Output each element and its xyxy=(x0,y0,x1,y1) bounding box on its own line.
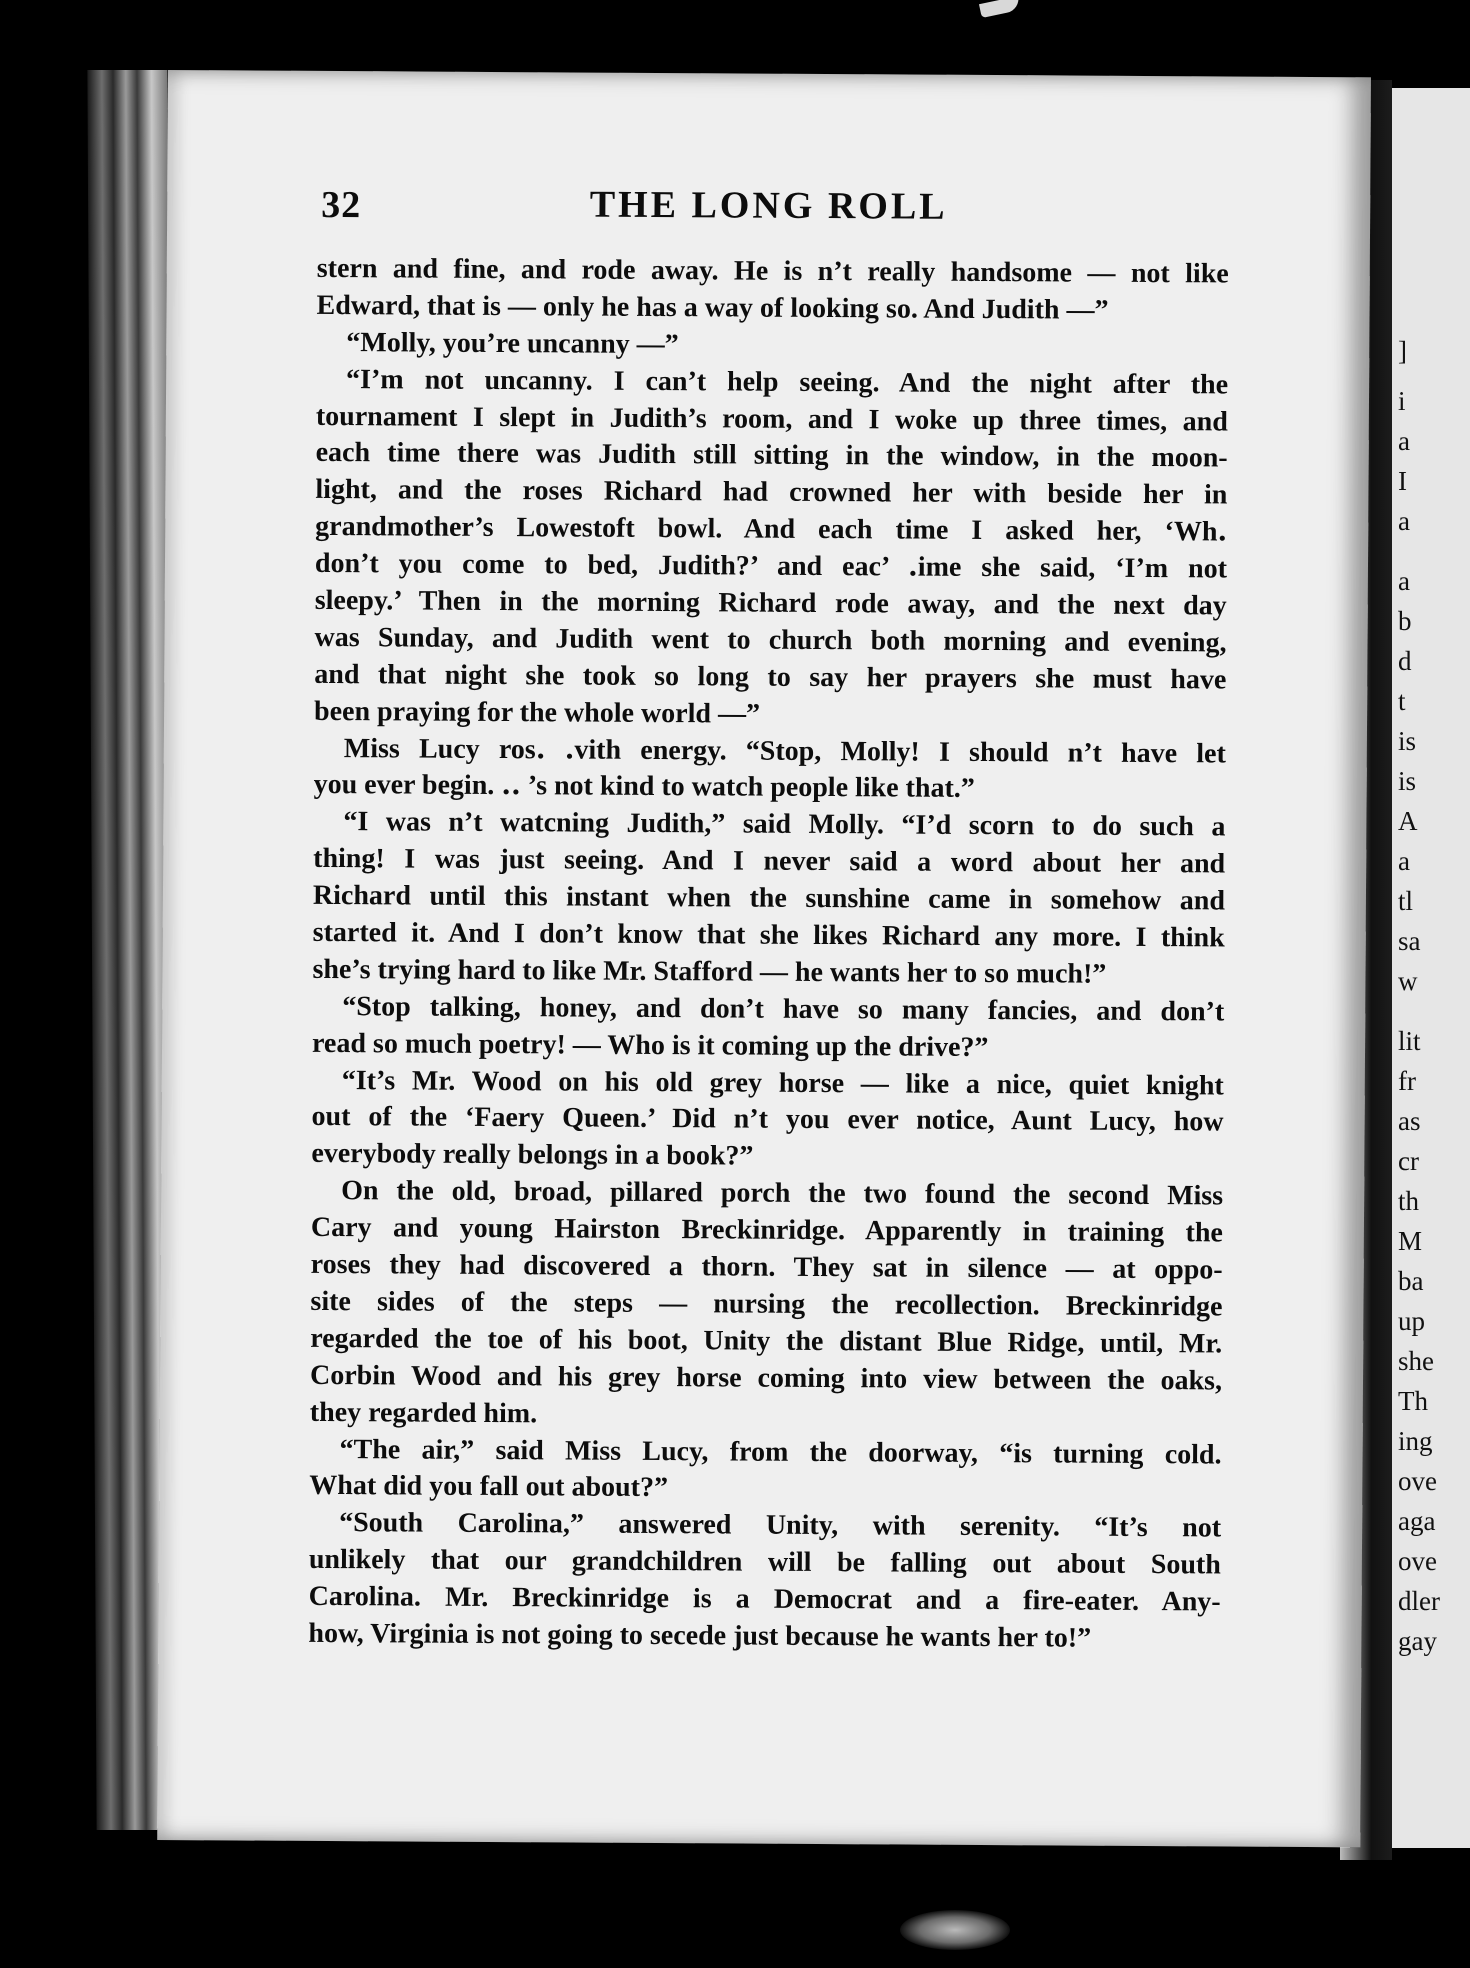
next-page-fragment: tl xyxy=(1398,886,1414,916)
text-line: been praying for the whole world —” xyxy=(313,695,761,730)
text-line: “It’s Mr. Wood on his old grey horse — like a nice, quiet knight xyxy=(341,1064,1224,1102)
text-line: On the old, broad, pillared porch the two found the second Miss xyxy=(341,1175,1224,1212)
next-page-fragment: is xyxy=(1398,726,1417,756)
next-page-fragment: fr xyxy=(1398,1066,1416,1096)
next-page-fragment: dler xyxy=(1398,1586,1440,1616)
next-page-fragment: d xyxy=(1398,646,1412,676)
next-page-fragment: she xyxy=(1398,1346,1434,1376)
text-line: each time there was Judith still sitting in the window, in the moon- xyxy=(315,437,1228,474)
text-line: tournament I slept in Judith’s room, and I woke up three times, and xyxy=(315,400,1228,438)
page-number: 32 xyxy=(321,183,362,227)
next-page-fragment: as xyxy=(1398,1106,1421,1136)
text-line: “South Carolina,” answered Unity, with serenity. “It’s not xyxy=(339,1507,1222,1544)
text-line: everybody really belongs in a book?” xyxy=(311,1138,754,1172)
page-content xyxy=(157,70,1371,1847)
next-page-fragment: lit xyxy=(1398,1026,1421,1056)
next-page-fragment: Th xyxy=(1398,1386,1428,1416)
next-page-fragment: up xyxy=(1398,1306,1425,1336)
next-page-fragment: a xyxy=(1398,566,1410,596)
next-page-fragment: a xyxy=(1398,426,1410,456)
next-page-fragment: th xyxy=(1398,1186,1420,1216)
next-page-fragment: ing xyxy=(1398,1426,1433,1456)
text-line: thing! I was just seeing. And I never said a word about her and xyxy=(313,843,1226,880)
text-line: What did you fall out about?” xyxy=(309,1470,669,1504)
text-line: how, Virginia is not going to secede just because he wants her to!” xyxy=(308,1617,1092,1654)
next-page-fragment: ove xyxy=(1398,1546,1437,1576)
next-page-fragment: t xyxy=(1398,686,1406,716)
text-line: they regarded him. xyxy=(309,1396,538,1429)
text-line: don’t you come to bed, Judith?’ and eac’ ․ime she said, ‘I’m not xyxy=(314,548,1228,585)
text-line: “Stop talking, honey, and don’t have so many fancies, and don’t xyxy=(342,990,1225,1028)
text-line: was Sunday, and Judith went to church both morning and evening, xyxy=(314,621,1227,659)
text-line: you ever begin. ․․ ’s not kind to watch people like that.” xyxy=(313,769,975,805)
running-head: THE LONG ROLL xyxy=(589,183,948,228)
text-line: Corbin Wood and his grey horse coming into view between the oaks, xyxy=(309,1359,1223,1397)
next-page-fragment: I xyxy=(1398,466,1407,496)
text-line: “The air,” said Miss Lucy, from the doorway, “is turning cold. xyxy=(339,1433,1222,1470)
text-line: Edward, that is — only he has a way of looking so. And Judith —” xyxy=(316,289,1109,326)
text-line: and that night she took so long to say her prayers she must have xyxy=(314,658,1227,696)
text-line: roses they had discovered a thorn. They sat in silence — at oppo- xyxy=(310,1248,1223,1286)
text-line: Cary and young Hairston Breckinridge. Apparently in training the xyxy=(310,1212,1224,1249)
text-line: started it. And I don’t know that she likes Richard any more. I think xyxy=(312,916,1225,954)
next-page-fragment: a xyxy=(1398,846,1410,876)
next-page-fragment: ba xyxy=(1398,1266,1424,1296)
text-line: Carolina. Mr. Breckinridge is a Democrat and a fire-eater. Any- xyxy=(308,1580,1221,1618)
next-page-fragment: a xyxy=(1398,506,1410,536)
scan-smudge xyxy=(900,1910,1010,1950)
text-line: read so much poetry! — Who is it coming up the drive?” xyxy=(311,1027,989,1063)
text-line: sleepy.’ Then in the morning Richard rode away, and the next day xyxy=(314,584,1227,622)
next-page-fragment: is xyxy=(1398,766,1417,796)
body-text xyxy=(308,251,1229,1658)
text-line: Miss Lucy ros․ ․vith energy. “Stop, Molly! I should n’t have let xyxy=(343,732,1226,770)
next-page-fragment: sa xyxy=(1398,926,1421,956)
next-page-fragment: i xyxy=(1398,386,1406,416)
text-line: site sides of the steps — nursing the recollection. Breckinridge xyxy=(310,1285,1223,1323)
next-page-fragment: M xyxy=(1398,1226,1423,1256)
text-line: out of the ‘Faery Queen.’ Did n’t you ever notice, Aunt Lucy, how xyxy=(311,1101,1224,1138)
text-line: “Molly, you’re uncanny —” xyxy=(346,326,679,360)
next-page-edge xyxy=(1392,88,1470,1848)
scan-artifact xyxy=(979,0,1021,18)
text-line: stern and fine, and rode away. He is n’t really handsome — not like xyxy=(316,252,1229,290)
next-page-fragment: w xyxy=(1398,966,1418,996)
text-line: Richard until this instant when the sunshine came in somehow and xyxy=(312,880,1226,917)
next-page-fragment: b xyxy=(1398,606,1412,636)
next-page-fragment: A xyxy=(1398,806,1418,836)
text-line: “I was n’t watcning Judith,” said Molly. “I’d scorn to do such a xyxy=(343,806,1226,843)
next-page-fragment: ] xyxy=(1398,336,1407,366)
text-line: light, and the roses Richard had crowned her with beside her in xyxy=(315,474,1228,511)
text-line: regarded the toe of his boot, Unity the distant Blue Ridge, until, Mr. xyxy=(310,1322,1223,1360)
next-page-fragment: cr xyxy=(1398,1146,1419,1176)
text-line: grandmother’s Lowestoft bowl. And each time I asked her, ‘Wh․ xyxy=(315,511,1228,548)
text-line: unlikely that our grandchildren will be falling out about South xyxy=(308,1544,1221,1581)
next-page-fragment: ove xyxy=(1398,1466,1437,1496)
next-page-fragment: aga xyxy=(1398,1506,1436,1536)
text-line: she’s trying hard to like Mr. Stafford — he wants her to so much!” xyxy=(312,953,1107,990)
book-page xyxy=(157,70,1371,1847)
next-page-fragment: gay xyxy=(1398,1626,1437,1656)
text-line: “I’m not uncanny. I can’t help seeing. And the night after the xyxy=(346,363,1229,401)
